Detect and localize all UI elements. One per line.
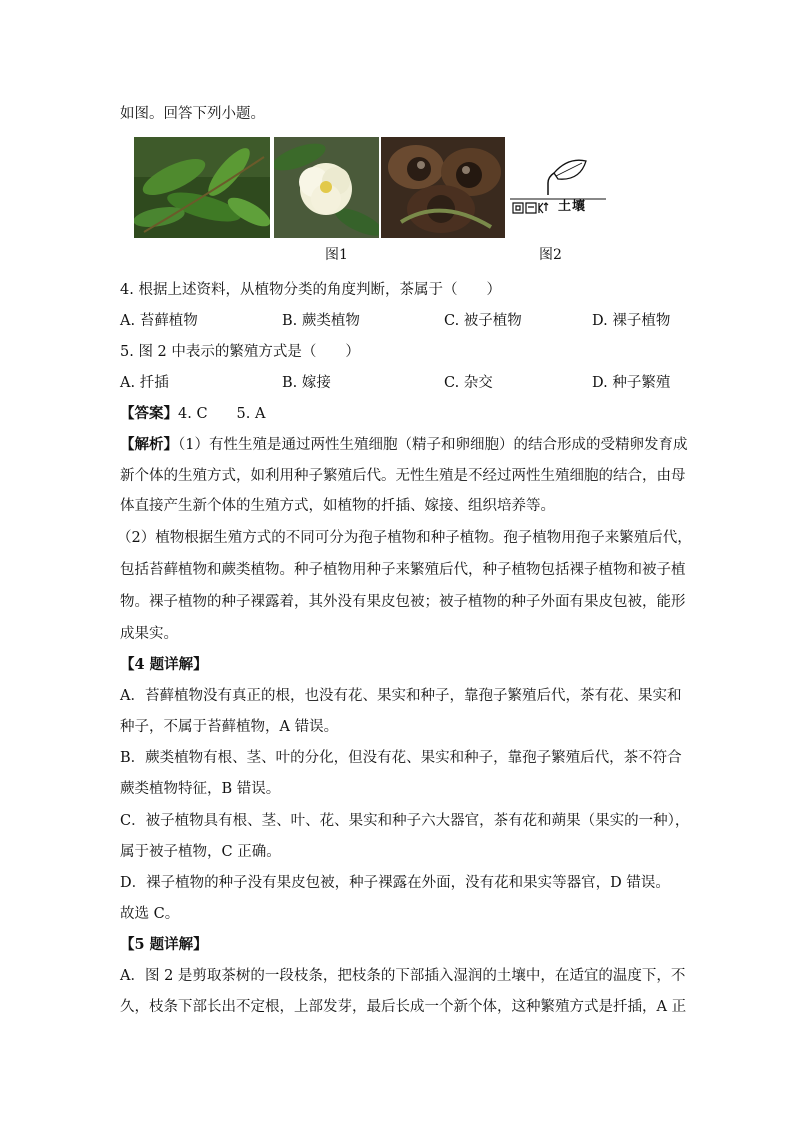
detail4-line-8: 故选 C。	[120, 906, 180, 922]
detail4-line-6: 属于被子植物，C 正确。	[120, 844, 281, 860]
analysis-label: 【解析】	[120, 436, 178, 453]
detail4-line-3: B．蕨类植物有根、茎、叶的分化，但没有花、果实和种子，靠孢子繁殖后代，茶不符合	[120, 750, 682, 766]
cutting-diagram	[508, 155, 608, 221]
detail4-line-1: A．苔藓植物没有真正的根，也没有花、果实和种子，靠孢子繁殖后代，茶有花、果实和	[120, 688, 682, 704]
detail4-line-7: D．裸子植物的种子没有果皮包被，种子裸露在外面，没有花和果实等器官，D 错误。	[120, 875, 670, 891]
q4-option-d: D. 裸子植物	[592, 313, 671, 329]
detail5-line-1: A．图 2 是剪取茶树的一段枝条，把枝条的下部插入湿润的土壤中，在适宜的温度下，不	[120, 968, 686, 984]
tea-fruit-photo	[381, 137, 505, 238]
detail4-line-2: 种子，不属于苔藓植物，A 错误。	[120, 719, 339, 735]
q4-option-b: B. 蕨类植物	[282, 313, 360, 329]
tea-leaves-photo	[134, 137, 270, 238]
detail4-line-5: C．被子植物具有根、茎、叶、花、果实和种子六大器官，茶有花和蒴果（果实的一种），	[120, 813, 690, 829]
q5-option-a: A. 扦插	[120, 375, 169, 391]
q5-option-b: B. 嫁接	[282, 375, 331, 391]
q4-option-c: C. 被子植物	[444, 313, 522, 329]
q4-option-a: A. 苔藓植物	[120, 313, 198, 329]
q5-stem: 5. 图 2 中表示的繁殖方式是（ ）	[120, 344, 360, 360]
detail5-heading: 【5 题详解】	[120, 936, 208, 953]
analysis-line-7: 成果实。	[120, 626, 178, 642]
analysis-line-2: 新个体的生殖方式，如利用种子繁殖后代。无性生殖是不经过两性生殖细胞的结合，由母	[120, 468, 686, 484]
detail5-line-2: 久，枝条下部长出不定根，上部发芽，最后长成一个新个体，这种繁殖方式是扦插，A 正	[120, 999, 687, 1015]
analysis-line-1: 【解析】（1）有性生殖是通过两性生殖细胞（精子和卵细胞）的结合形成的受精卵发育成	[120, 436, 688, 453]
analysis-line-4: （2）植物根据生殖方式的不同可分为孢子植物和种子植物。孢子植物用孢子来繁殖后代，	[117, 530, 692, 546]
answer-label: 【答案】	[120, 405, 178, 422]
figure1-caption: 图1	[325, 247, 348, 263]
tea-flower-photo	[274, 137, 379, 238]
analysis-line-3: 体直接产生新个体的生殖方式，如植物的扦插、嫁接、组织培养等。	[120, 498, 555, 514]
soil-label: 土壤	[558, 199, 587, 214]
detail4-line-4: 蕨类植物特征，B 错误。	[120, 781, 281, 797]
analysis-line-6: 物。裸子植物的种子裸露着，其外没有果皮包被；被子植物的种子外面有果皮包被，能形	[120, 594, 686, 610]
q5-option-c: C. 杂交	[444, 375, 493, 391]
answer-text: 4. C 5. A	[178, 406, 266, 422]
analysis-line-5: 包括苔藓植物和蕨类植物。种子植物用种子来繁殖后代，种子植物包括裸子植物和被子植	[120, 562, 686, 578]
figure2-caption: 图2	[539, 247, 562, 263]
q5-option-d: D. 种子繁殖	[592, 375, 671, 391]
intro-text: 如图。回答下列小题。	[120, 106, 265, 122]
detail4-heading: 【4 题详解】	[120, 656, 208, 673]
answer-line	[120, 404, 265, 424]
q4-stem: 4. 根据上述资料，从植物分类的角度判断，茶属于（ ）	[120, 282, 501, 298]
